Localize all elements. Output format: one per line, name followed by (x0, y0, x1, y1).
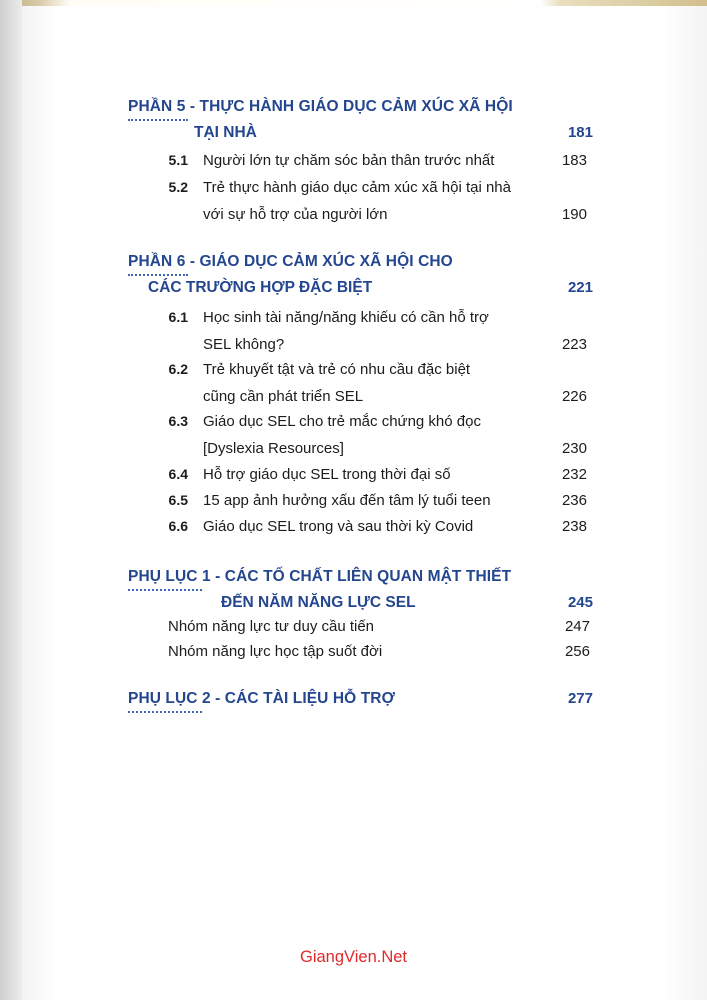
toc-appendix-1-entry-1[interactable] (168, 618, 590, 640)
toc-appendix-2-heading[interactable] (128, 690, 593, 714)
appendix-1-prefix: PHỤ LỤC 1 (128, 568, 211, 585)
part-5-title-line2: TẠI NHÀ (194, 124, 257, 141)
entry-page: 190 (561, 206, 587, 223)
entry-title: Hỗ trợ giáo dục SEL trong thời đại số (203, 466, 451, 483)
toc-entry-6-2[interactable] (0, 361, 590, 409)
toc-part-6-heading[interactable] (128, 253, 593, 299)
entry-number: 6.5 (168, 492, 188, 508)
toc-entry-6-1[interactable] (0, 309, 590, 357)
entry-number: 6.2 (168, 361, 188, 377)
entry-number: 6.6 (168, 518, 188, 534)
appendix-2-page: 277 (567, 690, 593, 707)
appendix-1-title-line2: ĐẾN NĂM NĂNG LỰC SEL (221, 594, 416, 611)
entry-number: 5.2 (168, 179, 188, 195)
entry-title: Giáo dục SEL trong và sau thời kỳ Covid (203, 518, 474, 535)
entry-page: 230 (561, 440, 587, 457)
entry-title-continued: SEL không? (203, 336, 285, 353)
toc-entry-5-2[interactable] (0, 179, 590, 227)
entry-page: 256 (564, 643, 590, 660)
appendix-1-title-line1: - CÁC TỐ CHẤT LIÊN QUAN MẬT THIẾT (210, 568, 512, 585)
entry-title: Trẻ thực hành giáo dục cảm xúc xã hội tại nhà (203, 179, 511, 196)
appendix-2-title-line1: - CÁC TÀI LIỆU HỖ TRỢ (210, 690, 395, 707)
entry-page: 247 (564, 618, 590, 635)
toc-entry-6-6[interactable] (0, 518, 590, 540)
appendix-2-dotted-underline (128, 709, 202, 713)
part-6-page: 221 (567, 279, 593, 296)
entry-page: 223 (561, 336, 587, 353)
watermark-text: GiangVien.Net (299, 948, 408, 966)
part-5-dotted-underline (128, 117, 188, 121)
entry-page: 232 (561, 466, 587, 483)
part-6-dotted-underline (128, 272, 188, 276)
part-5-prefix: PHẦN 5 (128, 98, 186, 115)
entry-title: Giáo dục SEL cho trẻ mắc chứng khó đọc (203, 413, 481, 430)
entry-page: 238 (561, 518, 587, 535)
part-6-title-line2: CÁC TRƯỜNG HỢP ĐẶC BIỆT (148, 279, 373, 296)
toc-part-5-heading[interactable] (128, 98, 593, 144)
toc-appendix-1-heading[interactable] (128, 568, 593, 614)
toc-appendix-1-entry-2[interactable] (168, 643, 590, 665)
entry-page: 236 (561, 492, 587, 509)
entry-title: Nhóm năng lực học tập suốt đời (168, 643, 383, 660)
appendix-1-dotted-underline (128, 587, 202, 591)
toc-entry-5-1[interactable] (0, 152, 590, 174)
part-5-title-line1: - THỰC HÀNH GIÁO DỤC CẢM XÚC XÃ HỘI (185, 98, 513, 115)
entry-title: Trẻ khuyết tật và trẻ có nhu cầu đặc biệt (203, 361, 471, 378)
toc-entry-6-4[interactable] (0, 466, 590, 488)
part-6-prefix: PHẦN 6 (128, 253, 186, 270)
entry-title: Người lớn tự chăm sóc bản thân trước nhất (203, 152, 495, 169)
entry-number: 6.4 (168, 466, 188, 482)
toc-entry-6-3[interactable] (0, 413, 590, 461)
part-5-page: 181 (567, 124, 593, 141)
entry-title-continued: cũng cần phát triển SEL (203, 388, 364, 405)
entry-number: 6.1 (168, 309, 188, 325)
toc-entry-6-5[interactable] (0, 492, 590, 514)
entry-title: Học sinh tài năng/năng khiếu có cần hỗ trợ (203, 309, 489, 326)
entry-title: Nhóm năng lực tư duy cầu tiến (168, 618, 375, 635)
part-6-title-line1: - GIÁO DỤC CẢM XÚC XÃ HỘI CHO (185, 253, 453, 270)
appendix-1-page: 245 (567, 594, 593, 611)
entry-number: 5.1 (168, 152, 188, 168)
entry-title-continued: với sự hỗ trợ của người lớn (203, 206, 388, 223)
entry-page: 183 (561, 152, 587, 169)
entry-title: 15 app ảnh hưởng xấu đến tâm lý tuổi teen (203, 492, 491, 509)
entry-title-continued: [Dyslexia Resources] (203, 440, 344, 457)
entry-number: 6.3 (168, 413, 188, 429)
page-top-edge (0, 0, 707, 6)
entry-page: 226 (561, 388, 587, 405)
appendix-2-prefix: PHỤ LỤC 2 (128, 690, 211, 707)
